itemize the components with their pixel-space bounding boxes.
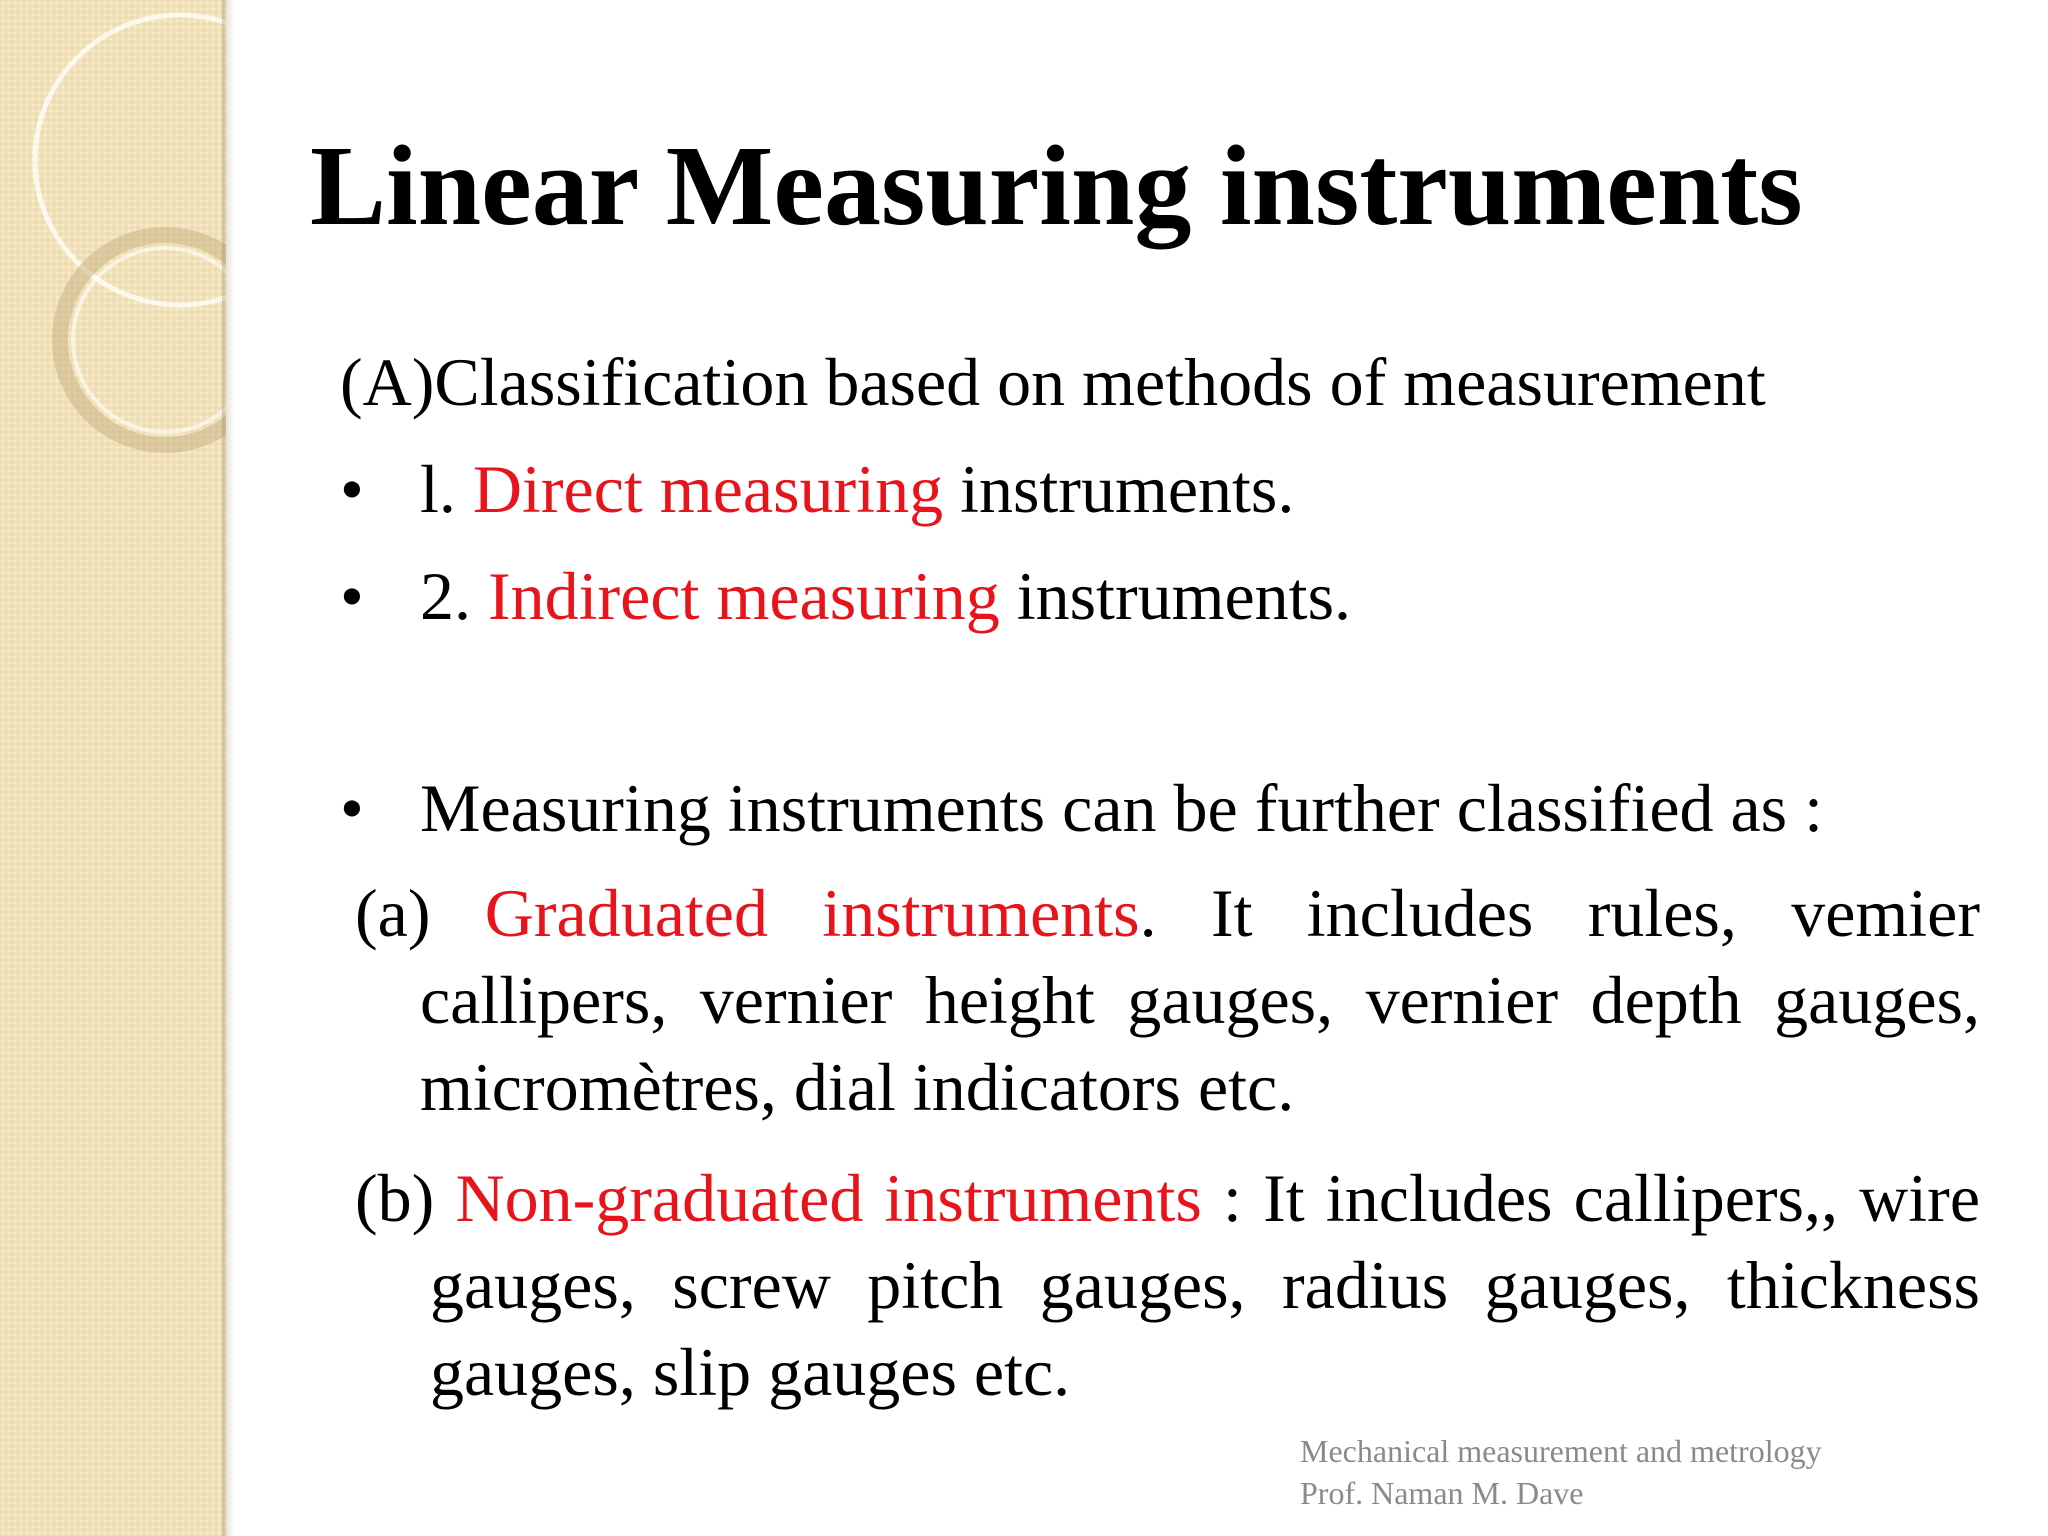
slide-footer [1300,1430,1822,1514]
highlight-direct-measuring: Direct measuring [472,451,944,527]
footer-author: Prof. Naman M. Dave [1300,1475,1584,1511]
bullet-glyph: • [340,770,364,846]
sidebar-shadow [222,0,234,1536]
bullet-number: 2. [420,558,488,634]
classification-heading: (A)Classification based on methods of measurement [340,344,1766,420]
item-prefix: (a) [355,875,485,951]
highlight-indirect-measuring: Indirect measuring [488,558,1000,634]
item-description: . It includes rules, vemier callipers, vernier height gauges, vernier depth gauges, micromètres, dial indicators etc. [420,875,1980,1125]
footer-course: Mechanical measurement and metrology [1300,1433,1822,1469]
slide-title: Linear Measuring instruments [310,122,1803,249]
decorative-rings [0,0,226,600]
item-description: : It includes callipers,, wire gauges, screw pitch gauges, radius gauges, thickness gauges, slip gauges etc. [430,1160,1981,1410]
item-non-graduated [355,1155,1980,1416]
bullet-glyph: • [340,558,364,634]
bullet-glyph: • [340,451,364,527]
bullet-text: Measuring instruments can be further classified as : [420,770,1824,846]
item-graduated [355,870,1980,1131]
bullet-number: l. [420,451,473,527]
bullet-rest: instruments. [943,451,1295,527]
item-prefix: (b) [355,1160,456,1236]
decorative-sidebar [0,0,226,1536]
bullet-rest: instruments. [999,558,1352,634]
highlight-non-graduated-instruments: Non-graduated instruments [455,1160,1202,1236]
highlight-graduated-instruments: Graduated instruments [484,875,1140,951]
